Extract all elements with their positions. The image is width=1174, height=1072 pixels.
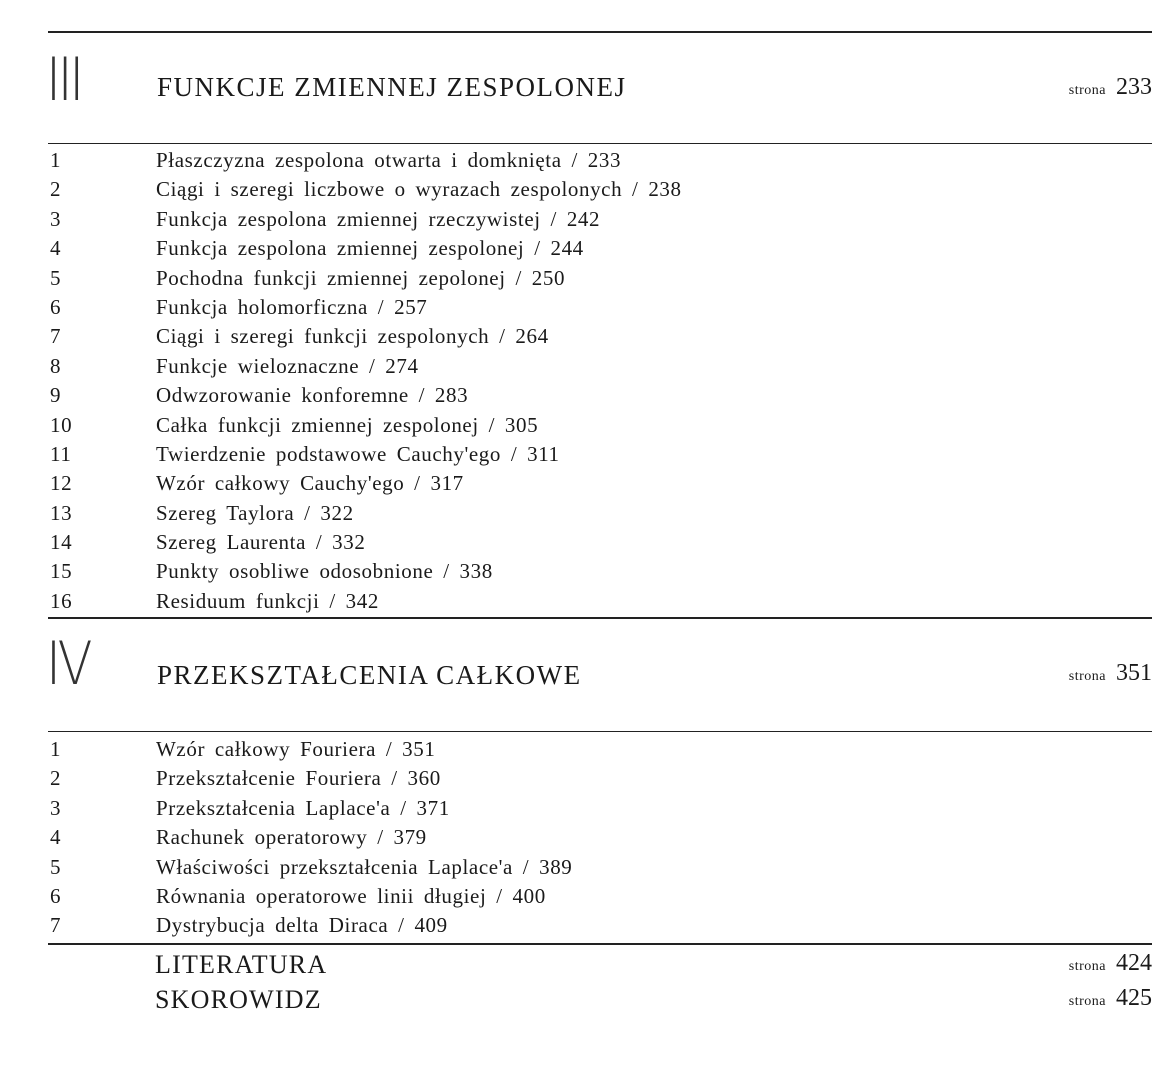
toc-entry-number: 6 xyxy=(50,883,62,908)
toc-entry xyxy=(50,293,1152,322)
literatura-title: LITERATURA xyxy=(155,950,328,979)
toc-entry-text: Funkcja zespolona zmiennej zespolonej / 244 xyxy=(156,236,584,261)
toc-entry xyxy=(50,735,1152,764)
toc-list-iii xyxy=(50,146,1152,616)
toc-entry-text: Ciągi i szeregi funkcji zespolonych / 264 xyxy=(156,324,549,349)
toc-entry-text: Twierdzenie podstawowe Cauchy'ego / 311 xyxy=(156,441,560,466)
toc-entry-text: Dystrybucja delta Diraca / 409 xyxy=(156,913,448,938)
toc-entry-number: 3 xyxy=(50,206,62,231)
toc-entry-text: Wzór całkowy Cauchy'ego / 317 xyxy=(156,471,464,496)
toc-entry-number: 1 xyxy=(50,148,62,172)
toc-entry xyxy=(50,823,1152,852)
toc-entry-number: 1 xyxy=(50,737,62,761)
part-numeral-iii: III xyxy=(46,45,81,115)
strona-label: strona xyxy=(1068,959,1106,974)
toc-entry-text: Właściwości przekształcenia Laplace'a / 389 xyxy=(156,854,573,879)
toc-entry-number: 16 xyxy=(50,588,73,613)
skorowidz-page xyxy=(1069,983,1152,1017)
toc-entry-number: 2 xyxy=(50,766,62,791)
page-number: 351 xyxy=(1116,660,1152,686)
toc-entry xyxy=(50,853,1152,882)
toc-entry-number: 3 xyxy=(50,795,62,820)
toc-entry-text: Residuum funkcji / 342 xyxy=(156,588,379,613)
toc-entry-text: Funkcja holomorficzna / 257 xyxy=(156,294,428,319)
toc-entry xyxy=(50,440,1152,469)
toc-entry xyxy=(50,322,1152,351)
toc-entry xyxy=(50,882,1152,911)
part-numeral-iv: IV xyxy=(46,629,90,699)
toc-entry xyxy=(50,911,1152,940)
toc-entry xyxy=(50,557,1152,586)
top-rule xyxy=(48,31,1152,33)
toc-entry-number: 7 xyxy=(50,913,62,938)
toc-entry xyxy=(50,234,1152,263)
toc-entry-number: 6 xyxy=(50,294,62,319)
section-rule xyxy=(48,617,1152,619)
toc-entry-text: Funkcja zespolona zmiennej rzeczywistej / 242 xyxy=(156,206,601,231)
toc-entry xyxy=(50,499,1152,528)
part-title-iv: PRZEKSZTAŁCENIA CAŁKOWE xyxy=(157,660,582,690)
toc-entry-text: Całka funkcji zmiennej zespolonej / 305 xyxy=(156,412,539,437)
strona-label: strona xyxy=(1068,83,1106,98)
toc-entry-text: Równania operatorowe linii długiej / 400 xyxy=(156,883,546,908)
section-rule xyxy=(48,143,1152,144)
page-number: 424 xyxy=(1116,950,1152,976)
part-page-iii xyxy=(1069,72,1152,106)
toc-entry-number: 9 xyxy=(50,383,62,408)
strona-label: strona xyxy=(1068,994,1106,1009)
section-rule xyxy=(48,943,1152,945)
toc-entry xyxy=(50,587,1152,616)
toc-entry xyxy=(50,175,1152,204)
toc-entry-number: 8 xyxy=(50,353,62,378)
toc-entry xyxy=(50,381,1152,410)
toc-entry-number: 4 xyxy=(50,825,62,850)
part-page-iv xyxy=(1069,658,1152,692)
toc-entry-number: 12 xyxy=(50,471,73,496)
toc-entry-number: 5 xyxy=(50,265,62,290)
toc-entry-text: Pochodna funkcji zmiennej zepolonej / 250 xyxy=(156,265,566,290)
toc-entry xyxy=(50,205,1152,234)
part-title-iii: FUNKCJE ZMIENNEJ ZESPOLONEJ xyxy=(157,72,627,102)
toc-entry xyxy=(50,794,1152,823)
toc-entry-text: Ciągi i szeregi liczbowe o wyrazach zespolonych / 238 xyxy=(156,177,682,202)
toc-entry-number: 10 xyxy=(50,412,73,437)
toc-entry-text: Wzór całkowy Fouriera / 351 xyxy=(156,737,436,761)
toc-entry-text: Odwzorowanie konforemne / 283 xyxy=(156,383,469,408)
toc-entry-number: 15 xyxy=(50,559,73,584)
toc-entry xyxy=(50,264,1152,293)
toc-entry-text: Rachunek operatorowy / 379 xyxy=(156,825,427,850)
toc-entry-number: 7 xyxy=(50,324,62,349)
toc-entry xyxy=(50,528,1152,557)
toc-list-iv xyxy=(50,735,1152,941)
section-rule xyxy=(48,731,1152,732)
toc-entry-number: 5 xyxy=(50,854,62,879)
toc-entry xyxy=(50,411,1152,440)
toc-entry xyxy=(50,146,1152,175)
toc-entry-text: Przekształcenie Fouriera / 360 xyxy=(156,766,441,791)
toc-entry xyxy=(50,469,1152,498)
toc-entry-text: Przekształcenia Laplace'a / 371 xyxy=(156,795,450,820)
toc-entry-text: Płaszczyzna zespolona otwarta i domknięta / 233 xyxy=(156,148,622,172)
toc-entry-text: Funkcje wieloznaczne / 274 xyxy=(156,353,419,378)
strona-label: strona xyxy=(1068,669,1106,684)
literatura-page xyxy=(1069,948,1152,982)
toc-entry-text: Szereg Laurenta / 332 xyxy=(156,530,366,555)
page-number: 233 xyxy=(1116,74,1152,100)
toc-entry-number: 14 xyxy=(50,530,73,555)
page-number: 425 xyxy=(1116,985,1152,1011)
toc-entry-number: 11 xyxy=(50,441,72,466)
toc-entry xyxy=(50,352,1152,381)
toc-entry-number: 2 xyxy=(50,177,62,202)
toc-entry-number: 4 xyxy=(50,236,62,261)
toc-entry-text: Punkty osobliwe odosobnione / 338 xyxy=(156,559,493,584)
toc-entry xyxy=(50,764,1152,793)
toc-entry-text: Szereg Taylora / 322 xyxy=(156,500,354,525)
skorowidz-title: SKOROWIDZ xyxy=(155,985,322,1014)
toc-entry-number: 13 xyxy=(50,500,73,525)
